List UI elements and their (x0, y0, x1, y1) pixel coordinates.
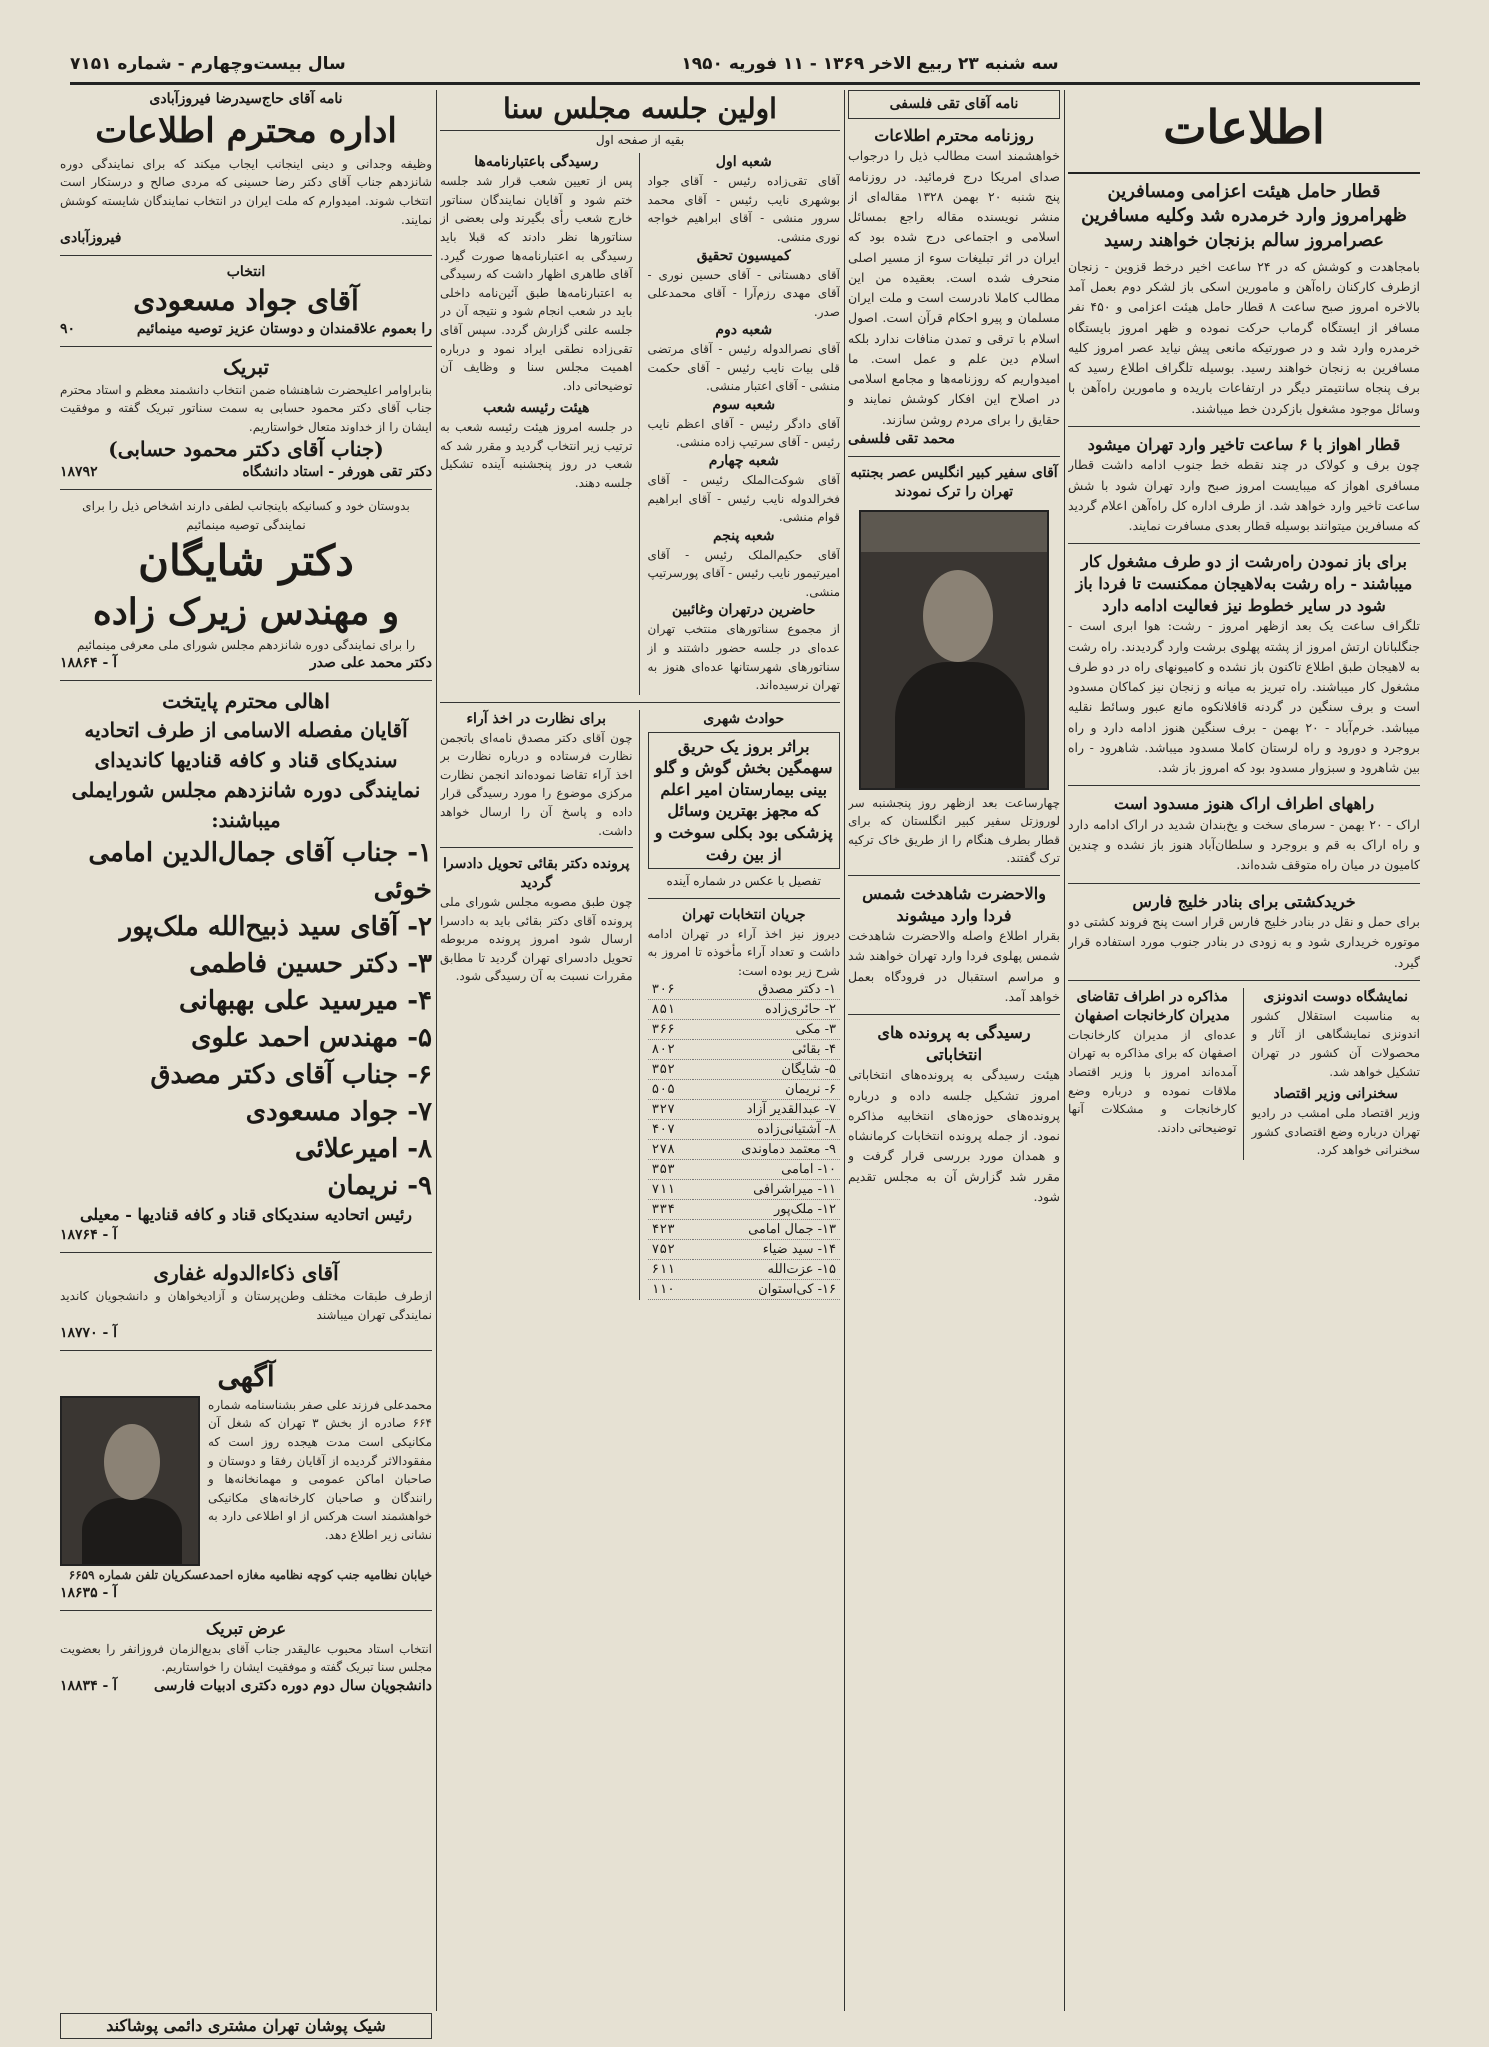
article-headline: رسیدگی به پرونده های انتخاباتی (877, 1023, 1031, 1064)
article-headline: خریدکشتی برای بنادر خلیج فارس (1132, 891, 1356, 911)
separator (440, 847, 633, 848)
section-body: پس از تعیین شعب قرار شد جلسه ختم شود و آقایان نمایندگان سناتور خارج شعب رأی بگیرند ولی بعضی از سناتورها نظر دادند که قبلا باید رسیدگی به اعتبارنامه‌ها صورت گیرد. آقای طاهری اظهار داشت که رسیدگی به اعتبارنامه‌ها طبق آئین‌نامه داخلی باید در شعب انجام شود و نتیجه آن در جلسه علنی گزارش گردد. سپس آقای تقی‌زاده نطقی ایراد نمود و درباره اهمیت مجلس سنا و وظایف آن توضیحاتی داد. (440, 174, 633, 393)
table-row (648, 1060, 841, 1080)
article-body: اراک - ۲۰ بهمن - سرمای سخت و یخ‌بندان شدید در اراک ادامه دارد و راه اراک به قم و بروجرد و سلطان‌آباد هنوز باز نشده و چندین کامیون در میان راه متوقف شده‌اند. (1068, 816, 1420, 873)
column-4 (60, 90, 432, 2011)
section-heading: شعبه دوم (715, 322, 773, 339)
separator (60, 346, 432, 347)
senate-left (440, 153, 640, 694)
separator (60, 489, 432, 490)
separator (648, 898, 841, 899)
ad-body: بنابراوامر اعلیحضرت شاهنشاه ضمن انتخاب دانشمند معظم و استاد محترم جناب آقای دکتر محمود حسابی به سمت سناتور تبریک گفته و موفقیت ایشان را از خداوند متعال خواستاریم. (60, 382, 432, 434)
separator (848, 1014, 1060, 1015)
photo-figure (895, 662, 1025, 790)
article-body: هیئت رسیدگی به پرونده‌های انتخاباتی امروز تشکیل جلسه داده و درباره پرونده‌های حوزه‌های انتخابیه مذاکره نمود. از جمله پرونده انتخابات کرمانشاه و همدان مورد بررسی قرار گرفت و مقرر شد گزارش آن به مجلس تقدیم شود. (848, 1067, 1060, 1204)
vote-count: ۷۵۲ (648, 1240, 693, 1260)
ad-signature: دکتر محمد علی صدر (309, 655, 432, 672)
table-row (648, 1100, 841, 1120)
vote-count: ۱۱۰ (648, 1280, 693, 1300)
ad-name-shayegan: دکتر شایگان (138, 536, 354, 586)
section-heading: حوادث شهری (703, 710, 785, 727)
candidate-name: ۱۶- کی‌استوان (693, 1280, 840, 1300)
section-body: چون طبق مصوبه مجلس شورای ملی پرونده آقای دکتر بقائی باید به دادسرا ارسال شود امروز پرونده مربوطه تحویل دادسرای تهران گردید تا مطابق مقررات نسبت به آن رسیدگی شود. (440, 894, 633, 984)
table-row (648, 1000, 841, 1020)
sub-columns (1068, 988, 1420, 1160)
section-heading: پرونده دکتر بقائی تحویل دادسرا گردید (443, 856, 630, 892)
table-row (648, 1220, 841, 1240)
separator (1068, 980, 1420, 981)
senate-headline: اولین جلسه مجلس سنا (440, 90, 840, 131)
election-table-intro: دیروز نیز اخذ آراء در تهران ادامه داشت و تعداد آراء مأخوذه تا امروز به شرح زیر بوده است: (647, 926, 840, 978)
vote-count: ۳۶۶ (648, 1020, 693, 1040)
candidate-name: ۵- شایگان (693, 1060, 840, 1080)
separator (1068, 426, 1420, 427)
table-row (648, 1020, 841, 1040)
candidate-item: ۳- دکتر حسین فاطمی (189, 949, 432, 980)
ad-headline: تبریک (222, 354, 270, 379)
candidate-name: ۲- حائری‌زاده (693, 1000, 840, 1020)
table-row (648, 1120, 841, 1140)
candidate-name: ۸- آشتیانی‌زاده (693, 1120, 840, 1140)
table-row (648, 1140, 841, 1160)
notice-body: محمدعلی فرزند علی صفر بشناسنامه شماره ۶۶۴ صادره از بخش ۳ تهران که شغل آن مکانیکی است مدت هیجده روز است که مفقودالاثر گردیده از آقایان رفقا و دوستان و صاحبان اماکن عمومی و مهمانخانه‌ها و رانندگان و صاحبان کارخانه‌های مکانیکی خواهشمند است هرکس از او اطلاعی دارد به نشانی زیر اطلاع دهد. (208, 1397, 432, 1542)
candidate-name: ۶- نریمان (693, 1080, 840, 1100)
section-body: آقای تقی‌زاده رئیس - آقای جواد بوشهری نایب رئیس - آقای محمد سرور منشی - آقای ابراهیم خواجه نوری منشی. (647, 174, 840, 245)
ad-headline: آقای جواد مسعودی (133, 283, 359, 317)
separator (1068, 883, 1420, 884)
sub-column-right (1252, 988, 1421, 1160)
candidate-name: ۳- مکی (693, 1020, 840, 1040)
section-body: آقای حکیم‌الملک رئیس - آقای امیرتیمور نایب رئیس - آقای پورسرتیپ منشی. (647, 547, 840, 599)
header-date: سه شنبه ۲۳ ربیع الاخر ۱۳۶۹ - ۱۱ فوریه ۱۹۵۰ (681, 54, 1059, 74)
ambassador-photo (859, 510, 1049, 790)
column-1 (1068, 90, 1420, 2011)
article-headline: روزنامه محترم اطلاعات (874, 125, 1034, 145)
ad-body: آقایان مفصله الاسامی از طرف اتحادیه سندیکای قناد و کافه قنادیها کاندیدای نمایندگی دوره شانزدهم مجلس شورایملی میباشند: (71, 718, 421, 833)
column-3 (440, 90, 840, 2011)
section-heading: شعبه سوم (712, 397, 776, 413)
ad-kicker: نامه آقای حاج‌سید‌رضا فیروزآبادی (149, 91, 343, 107)
candidate-name: ۱۳- جمال امامی (693, 1220, 840, 1240)
notice-content (60, 1396, 432, 1566)
ad-code: آ - ۱۸۶۳۵ (60, 1585, 118, 1602)
notice-headline: آگهی (217, 1359, 275, 1393)
article-body: به مناسبت استقلال کشور اندونزی نمایشگاهی از آثار و محصولات آن کشور در تهران تشکیل خواهد شد. (1251, 1008, 1420, 1079)
candidate-item: ۲- آقای سید ذبیح‌الله ملک‌پور (119, 912, 432, 943)
candidate-item: ۹- نریمان (327, 1170, 432, 1201)
ad-signature: رئیس اتحادیه سندیکای قناد و کافه قنادیها - معیلی (79, 1205, 413, 1225)
missing-person-photo (60, 1396, 200, 1566)
candidate-item: ۸- امیرعلائی (294, 1133, 432, 1164)
lower-columns (440, 710, 840, 1301)
header-rule (70, 82, 1420, 85)
candidate-item: ۱- جناب آقای جمال‌الدین امامی خوئی (88, 838, 432, 906)
section-body: چون آقای دکتر مصدق نامه‌ای باتجمن نظارت فرستاده و درباره نظارت بر اخذ آراء تقاضا نموده‌اند انجمن نظارت مرکزی موضوع را مورد رسیدگی قرار داده و پاسخ آن را ارسال خواهد داشت. (440, 730, 633, 838)
senate-columns (440, 153, 840, 694)
ad-kicker: انتخاب (226, 264, 266, 281)
article-headline: والاحضرت شاهدخت شمس فردا وارد میشوند (862, 884, 1046, 925)
section-heading: حاضرین درتهران وغائبین (672, 602, 816, 619)
vote-count: ۷۱۱ (648, 1180, 693, 1200)
article-headline: قطار اهواز با ۶ ساعت تاخیر وارد تهران میشود (1087, 434, 1401, 454)
section-body: آقای دادگر رئیس - آقای اعظم نایب رئیس - آقای سرتیپ زاده منشی. (647, 416, 840, 450)
candidate-list (60, 835, 432, 1204)
photo-figure (82, 1498, 182, 1566)
article-body: تلگراف ساعت یک بعد ازظهر امروز - رشت: هوا ابری است - جنگلبانان ارتش امروز از پشته پهلوی برشت وارد گردیدند. راه رشت به لاهیجان طبق اطلاع تاکنون باز نشده و کامیونهای راه در دو طرف مشغول کار میباشند. راه تبریز به میانه و زنجان نیز کماکان مسدود است و برف سنگین در گردنه قافلانکوه مانع عبور وسائط نقلیه میباشد. خرم‌آباد - ۲۰ بهمن - برف سنگین هنوز ادامه دارد و راه بروجرد و دورود و راه لرستان کاملا مسدود میباشد. شاهرود - راه بین شاهرود و سبزوار مسدود بود که امروز باز شد. (1068, 618, 1420, 776)
section-heading: شعبه چهارم (708, 453, 779, 470)
section-heading: کمیسیون تحقیق (696, 247, 791, 264)
article-signature: محمد تقی فلسفی (848, 430, 955, 447)
ad-line (60, 1677, 432, 1696)
vote-count: ۴۰۷ (648, 1120, 693, 1140)
table-row (648, 1180, 841, 1200)
section-heading: هیئت رئیسه شعب (483, 400, 590, 417)
masthead: اطلاعات (1068, 90, 1420, 174)
section-heading: رسیدگی باعتبارنامه‌ها (474, 154, 599, 171)
notice-address: خیابان نظامیه جنب کوچه نظامیه مغازه احمدعسکریان تلفن شماره ۶۶۵۹ (68, 1567, 432, 1582)
ad-body: ازطرف طبقات مختلف وطن‌پرستان و آزادیخواهان و دانشجویان کاندید نمایندگی تهران میباشند (60, 1288, 432, 1322)
photo-face (104, 1424, 160, 1500)
section-heading: شعبه اول (715, 154, 772, 171)
article-headline: آقای سفیر کبیر انگلیس عصر بجنتبه تهران را ترک نمودند (850, 464, 1058, 500)
table-row (648, 1200, 841, 1220)
column-rule (844, 90, 845, 2011)
table-row (648, 1260, 841, 1280)
separator (440, 702, 840, 703)
vote-count: ۵۰۵ (648, 1080, 693, 1100)
article-kicker: نامه آقای تقی فلسفی (889, 96, 1019, 112)
separator (60, 1610, 432, 1611)
ad-line (60, 463, 432, 482)
separator (60, 1252, 432, 1253)
separator (60, 680, 432, 681)
ad-body: بدوستان خود و کسانیکه باینجانب لطفی دارند اشخاص ذیل را برای نمایندگی توصیه مینمائیم (82, 499, 410, 532)
candidate-name: ۹- معتمد دماوندی (693, 1140, 840, 1160)
ad-body: وظیفه وجدانی و دینی اینجانب ایجاب میکند که برای نمایندگی دوره شانزدهم جناب آقای دکتر رضا حسینی که مردی صالح و درستکار است انتخاب شوند. امیدوارم که ملت ایران در انتخاب نمایندگان شایسته کوشش نمایند. (60, 156, 432, 227)
page-header (70, 50, 1420, 80)
ad-emphasis: (جناب آقای دکتر محمود حسابی) (108, 437, 384, 462)
continued-note: بقیه از صفحه اول (595, 132, 685, 147)
table-row (648, 1160, 841, 1180)
article-body: چون برف و کولاک در چند نقطه خط جنوب ادامه داشت قطار مسافری اهواز که میبایست امروز صبح وارد تهران شود با شش ساعت تاخیر وارد خواهد شد. از طرف اداره کل راه‌آهن اعلام گردید که مسافرین میتوانند بوسیله قطار بعدی مسافرت نمایند. (1068, 457, 1420, 534)
ad-code: آ - ۱۸۸۳۴ (60, 1678, 118, 1695)
ad-signature: فیروزآبادی (60, 230, 122, 247)
table-row (648, 1080, 841, 1100)
separator (848, 456, 1060, 457)
letter-box (848, 90, 1060, 119)
article-body: برای حمل و نقل در بنادر خلیج فارس قرار است پنج فروند کشتی دو موتوره خریداری شود و به زودی در بنادر جنوب مورد استفاده قرار گیرد. (1068, 914, 1420, 970)
candidate-item: ۶- جناب آقای دکتر مصدق (150, 1059, 432, 1090)
sub-column-left (1068, 988, 1244, 1160)
header-issue: سال بیست‌وچهارم - شماره ۷۱۵۱ (70, 54, 346, 74)
ad-signature: دکتر تقی هورفر - استاد دانشگاه (242, 464, 432, 481)
candidate-name: ۷- عبدالقدیر آزاد (693, 1100, 840, 1120)
table-row (648, 980, 841, 1000)
separator (848, 875, 1060, 876)
column-rule (1064, 90, 1065, 2011)
vote-count: ۶۱۱ (648, 1260, 693, 1280)
vote-count: ۳۵۳ (648, 1160, 693, 1180)
ad-code: آ - ۱۸۸۶۴ (60, 655, 118, 672)
candidate-name: ۱۰- امامی (693, 1160, 840, 1180)
section-heading: برای نظارت در اخذ آراء (466, 710, 607, 727)
section-body: تفصیل با عکس در شماره آینده (666, 874, 821, 889)
candidate-name: ۱۴- سید ضیاء (693, 1240, 840, 1260)
vote-count: ۴۲۳ (648, 1220, 693, 1240)
ad-code: ۱۸۷۹۲ (60, 464, 98, 481)
separator (60, 1350, 432, 1351)
article-headline: نمایشگاه دوست اندونزی (1263, 988, 1409, 1005)
ad-headline: عرض تبریک (205, 1619, 287, 1639)
ad-code: آ - ۱۸۷۶۴ (60, 1227, 118, 1244)
candidate-name: ۱- دکتر مصدق (693, 980, 840, 1000)
candidate-name: ۱۲- ملک‌پور (693, 1200, 840, 1220)
article-headline: برای باز نمودن راه‌رشت از دو طرف مشغول کار میباشند - راه رشت به‌لاهیجان ممکنست تا فردا باز شود در سایر خطوط نیز فعالیت ادامه دارد (1075, 552, 1413, 615)
column-2 (848, 90, 1060, 2011)
section-body: آقای شوکت‌الملک رئیس - آقای فخرالدوله نایب رئیس - آقای ابراهیم قوام منشی. (647, 472, 840, 525)
vote-count: ۸۰۲ (648, 1040, 693, 1060)
vote-count: ۳۲۷ (648, 1100, 693, 1120)
table-row (648, 1280, 841, 1300)
separator (1068, 543, 1420, 544)
election-table-heading: جریان انتخابات تهران (682, 906, 806, 923)
article-headline: سخنرانی وزیر اقتصاد (1273, 1086, 1398, 1103)
vote-count: ۳۵۲ (648, 1060, 693, 1080)
article-body: عده‌ای از مدیران کارخانجات اصفهان که برای مذاکره به تهران آمده‌اند امروز با وزیر اقتصاد ملاقات نموده و درباره وضع کارخانجات و مشکلات آنها توضیحاتی دادند. (1068, 1027, 1237, 1135)
separator (60, 255, 432, 256)
article-body: بقرار اطلاع واصله والاحضرت شاهدخت شمس پهلوی فردا وارد تهران خواهند شد و مراسم استقبال در فرودگاه بعمل خواهد آمد. (848, 928, 1060, 1004)
ad-headline: آقای ذکاءالدوله غفاری (153, 1260, 339, 1285)
candidate-name: ۱۵- عزت‌الله (693, 1260, 840, 1280)
ad-body: انتخاب استاد محبوب عالیقدر جناب آقای بدیع‌الزمان فروزانفر را بعضویت مجلس سنا تبریک گفته و موفقیت ایشان را خواستاریم. (60, 1641, 432, 1675)
article-headline: مذاکره در اطراف تقاضای مدیران کارخانجات اصفهان (1074, 988, 1230, 1024)
photo-window (861, 512, 1049, 552)
vote-count: ۳۳۴ (648, 1200, 693, 1220)
ad-line (60, 654, 432, 673)
table-row (648, 1040, 841, 1060)
candidate-item: ۵- مهندس احمد علوی (191, 1022, 432, 1053)
candidate-name: ۴- بقائی (693, 1040, 840, 1060)
ad-headline: اداره محترم اطلاعات (95, 110, 397, 151)
article-headline: راههای اطراف اراک هنوز مسدود است (1113, 794, 1375, 814)
vote-count: ۲۷۸ (648, 1140, 693, 1160)
section-heading: شعبه پنجم (712, 527, 775, 544)
ad-code: ۹۰ (60, 320, 76, 337)
separator (1068, 785, 1420, 786)
table-row (648, 1240, 841, 1260)
photo-caption: چهارساعت بعد ازظهر روز پنجشنبه سر لوروزتل سفیر کبیر انگلستان که برای قطار بطرف هنگام را از طریق خاک ترکیه ترک گفتند. (848, 795, 1060, 866)
candidate-name: ۱۱- میراشرافی (693, 1180, 840, 1200)
photo-face (923, 570, 993, 662)
senate-right (648, 153, 841, 694)
footer-ad: شیک پوشان تهران مشتری دائمی پوشاکند (60, 2013, 432, 2039)
section-body: از مجموع سناتورهای منتخب تهران عده‌ای در جلسه حضور داشتند و از سناتورهای شهرستانها عده‌ای هنوز به تهران نرسیده‌اند. (647, 622, 840, 693)
vote-count: ۸۵۱ (648, 1000, 693, 1020)
ad-line (60, 320, 432, 339)
lower-right (648, 710, 841, 1301)
vote-count: ۳۰۶ (648, 980, 693, 1000)
ad-body: را برای نمایندگی دوره شانزدهم مجلس شورای ملی معرفی مینمائیم (76, 637, 415, 652)
ad-signature: دانشجویان سال دوم دوره دکتری ادبیات فارسی (153, 1678, 432, 1695)
ad-code: آ - ۱۸۷۷۰ (60, 1325, 118, 1342)
column-rule (436, 90, 437, 2011)
section-body: آقای نصرالدوله رئیس - آقای مرتضی قلی بیات نایب رئیس - آقای حکمت منشی - آقای اعتبار منشی. (647, 342, 840, 394)
candidate-item: ۴- میرسید علی بهبهانی (179, 985, 432, 1016)
ad-name-zirakzadeh: و مهندس زیرک زاده (92, 591, 400, 634)
candidate-item: ۷- جواد مسعودی (245, 1096, 432, 1127)
article-body: خواهشمند است مطالب ذیل را درجواب صدای امریکا درج فرمائید. در روزنامه پنج شنبه ۲۰ بهمن ۱۳۲۸ مقاله‌ای از منشر نویسنده مقاله راجع بمسائل اسلامی و اجتماعی درج شده بود که ایران در اثر تبلیغات سوء از مسیر اصلی منحرف شده است. بعقیده من این مطالب کاملا نادرست است و ملت ایران مسلمان و پیرو احکام قرآن است. اصول اسلام با ترقی و تمدن منافات ندارد بلکه اسلام دین علم و عمل است. ما امیدواریم که روزنامه‌ها و مجامع اسلامی در اصلاح این افکار کوشش نمایند و حقایق را برای مردم روشن سازند. (848, 148, 1060, 427)
section-body: آقای دهستانی - آقای حسین نوری - آقای مهدی رزم‌آرا - آقای محمدعلی صدر. (647, 267, 840, 319)
section-body: در جلسه امروز هیئت رئیسه شعب به ترتیب زیر انتخاب گردید و مقرر شد که شعب در روز پنجشنبه آینده تشکیل جلسه دهند. (440, 420, 633, 491)
lower-left (440, 710, 640, 1301)
article-body: وزیر اقتصاد ملی امشب در رادیو تهران درباره وضع اقتصادی کشور سخنرانی خواهد کرد. (1251, 1106, 1420, 1158)
ad-headline: اهالی محترم پایتخت (162, 689, 330, 714)
article-headline: قطار حامل هیئت اعزامی ومسافرین ظهرامروز وارد خرمدره شد وکلیه مسافرین عصرامروز سالم بزنجان خواهند رسید (1081, 181, 1407, 251)
fire-news: براثر بروز یک حریق سهمگین بخش گوش و گلو بینی بیمارستان امیر اعلم که مجهز بهترین وسائل پزشکی بود بکلی سوخت و از بین رفت (648, 732, 841, 870)
election-table (648, 980, 841, 1300)
ad-body: را بعموم علاقمندان و دوستان عزیز توصیه مینمائیم (136, 320, 432, 337)
article-body: بامجاهدت و کوشش که در ۲۴ ساعت اخیر درخط قزوین - زنجان ازطرف کارکنان راه‌آهن و مامورین اسکی باز لشکر دوم بعمل آمد بالاخره امروز صبح ساعت ۸ قطار حامل هیئت اعزامی و ۴۵۰ نفر مسافر از ایستگاه گرماب حرکت نموده و ظهر امروز بایستگاه خرمدره وارد شد و در صورتیکه مانعی پیش نیاید عصر امروز کلیه مسافرین به زنجان خواهند رسید. بوسیله تلگراف اطلاع رسید که برف پنجاه سانتیمتر دیگر در ارتفاعات باریده و مامورین راه‌آهن با وسائل موجود مشغول بازکردن خط میباشند. (1068, 258, 1420, 416)
